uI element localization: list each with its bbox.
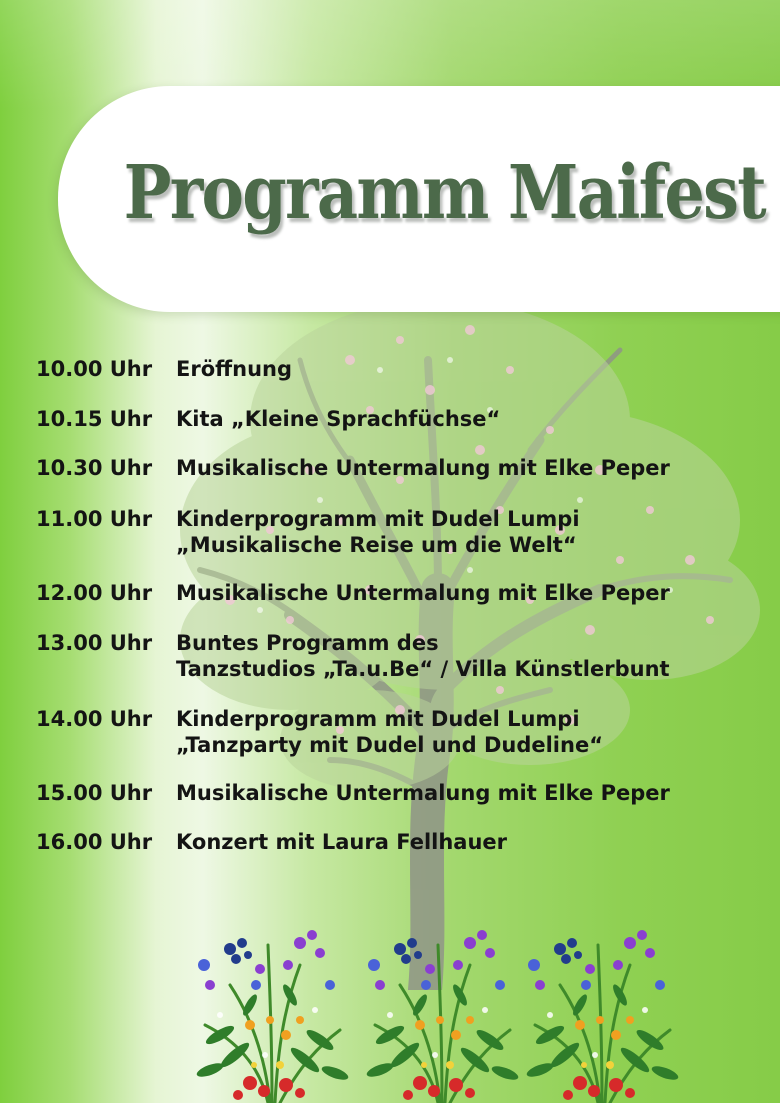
entry-description: Eröffnung xyxy=(176,357,293,381)
schedule-entry xyxy=(36,780,670,806)
schedule-entry xyxy=(36,630,670,682)
schedule-entry xyxy=(36,356,292,382)
entry-time: 13.00 Uhr xyxy=(36,631,153,655)
entry-time: 16.00 Uhr xyxy=(36,830,153,854)
entry-time: 15.00 Uhr xyxy=(36,781,153,805)
entry-description: Kita „Kleine Sprachfüchse“ xyxy=(176,407,501,431)
entry-time: 10.00 Uhr xyxy=(36,357,153,381)
schedule-entry xyxy=(36,506,580,558)
entry-description: „Tanzparty mit Dudel und Dudeline“ xyxy=(176,733,603,757)
entry-time: 11.00 Uhr xyxy=(36,507,153,531)
schedule-entry xyxy=(36,455,670,481)
entry-time: 12.00 Uhr xyxy=(36,581,153,605)
entry-description: Buntes Programm des xyxy=(176,631,439,655)
schedule-entry xyxy=(36,829,507,855)
wildflower-illustration xyxy=(190,925,690,1103)
entry-description: Tanzstudios „Ta.u.Be“ / Villa Künstlerbunt xyxy=(176,657,670,681)
entry-description: Musikalische Untermalung mit Elke Peper xyxy=(176,581,670,605)
schedule-entry xyxy=(36,580,670,606)
entry-description: Musikalische Untermalung mit Elke Peper xyxy=(176,781,670,805)
entry-description: Kinderprogramm mit Dudel Lumpi xyxy=(176,507,580,531)
schedule-entry xyxy=(36,706,603,758)
entry-description: „Musikalische Reise um die Welt“ xyxy=(176,533,577,557)
entry-time: 10.30 Uhr xyxy=(36,456,153,480)
page-title: Programm Maifest xyxy=(123,150,765,236)
entry-description: Kinderprogramm mit Dudel Lumpi xyxy=(176,707,580,731)
entry-description: Konzert mit Laura Fellhauer xyxy=(176,830,508,854)
entry-time: 10.15 Uhr xyxy=(36,407,153,431)
entry-description: Musikalische Untermalung mit Elke Peper xyxy=(176,456,670,480)
schedule-entry xyxy=(36,406,500,432)
entry-time: 14.00 Uhr xyxy=(36,707,153,731)
